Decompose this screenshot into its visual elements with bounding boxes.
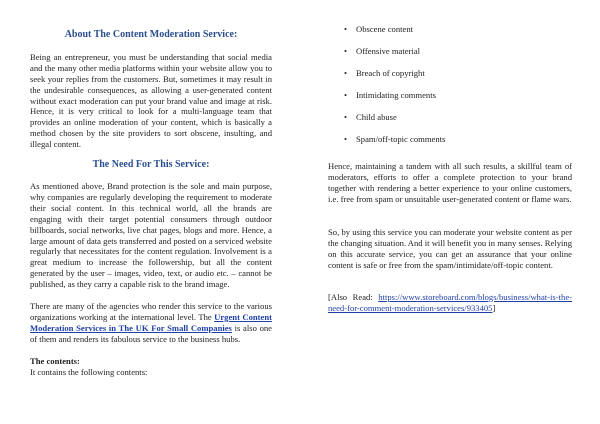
list-item: • Intimidating comments <box>344 90 572 101</box>
also-read: [Also Read: https://www.storeboard.com/blogs/business/what-is-the-need-for-comment-moderation-services/933405] <box>328 291 572 313</box>
list-item: • Child abuse <box>344 112 572 123</box>
left-column <box>30 0 272 377</box>
list-item: • Breach of copyright <box>344 68 572 79</box>
contents-list <box>328 24 572 145</box>
list-item: • Spam/off-topic comments <box>344 134 572 145</box>
list-item: • Obscene content <box>344 24 572 35</box>
urgent-moderation-link[interactable]: Urgent Content Moderation Services in The UK For Small Companies <box>30 311 272 333</box>
benefit-paragraph: So, by using this service you can moderate your website content as per the changing situation. And it will benefit you in many senses. Relying on this accurate service, you can get an assurance that your online content is safe or free from the spam/intimidate/off-topic content. <box>328 227 572 270</box>
contents-intro: It contains the following contents: <box>30 366 148 377</box>
need-paragraph: As mentioned above, Brand protection is the sole and main purpose, why companies are regularly developing the requirement to moderate their social content. In this technical world, all the brands are engaging with their target potential consumers through outdoor billboards, social networks, live chat pages, blogs and more. Hence, a large amount of data gets transferred and posted on a serviced website regularly that necessitates for the content regulation. Involvement is a great medium to increase the followership, but all the content generated by the user – images, video, text, or audio etc. – cannot be published, as they carry a capable risk to the brand image. <box>30 180 272 290</box>
heading-about-service: About The Content Moderation Service: <box>64 29 238 40</box>
heading-need-for-service: The Need For This Service: <box>92 159 210 171</box>
also-read-link[interactable]: https://www.storeboard.com/blogs/business/what-is-the-need-for-comment-moderation-services/933405 <box>328 291 572 313</box>
agencies-paragraph: There are many of the agencies who render this service to the various organizations working at the international level. The Urgent Content Moderation Services in The UK For Small Companies is also one of them and renders its fabulous service to the business hubs. <box>30 301 272 344</box>
contents-heading: The contents: <box>30 355 80 366</box>
tandem-paragraph: Hence, maintaining a tandem with all such results, a skillful team of moderators, efforts to offer a complete protection to your brand together with rendering a better experience to your online customers, i.e. free from spam or unsuitable user-generated content or flame wars. <box>328 161 572 205</box>
list-item: • Offensive material <box>344 46 572 57</box>
right-column <box>328 0 572 313</box>
about-paragraph: Being an entrepreneur, you must be understanding that social media and the many other media platforms within your website allow you to seek your replies from the customers. But, sometimes it may result in the undesirable consequences, as allowing a user-generated content without exact moderation can put your brand value and image at risk. Hence, it is very critical to look for a multi-language team that provides an online moderation of your content, which is basically a method chosen by the site providers to sort obscene, insulting, and illegal content. <box>30 51 272 150</box>
